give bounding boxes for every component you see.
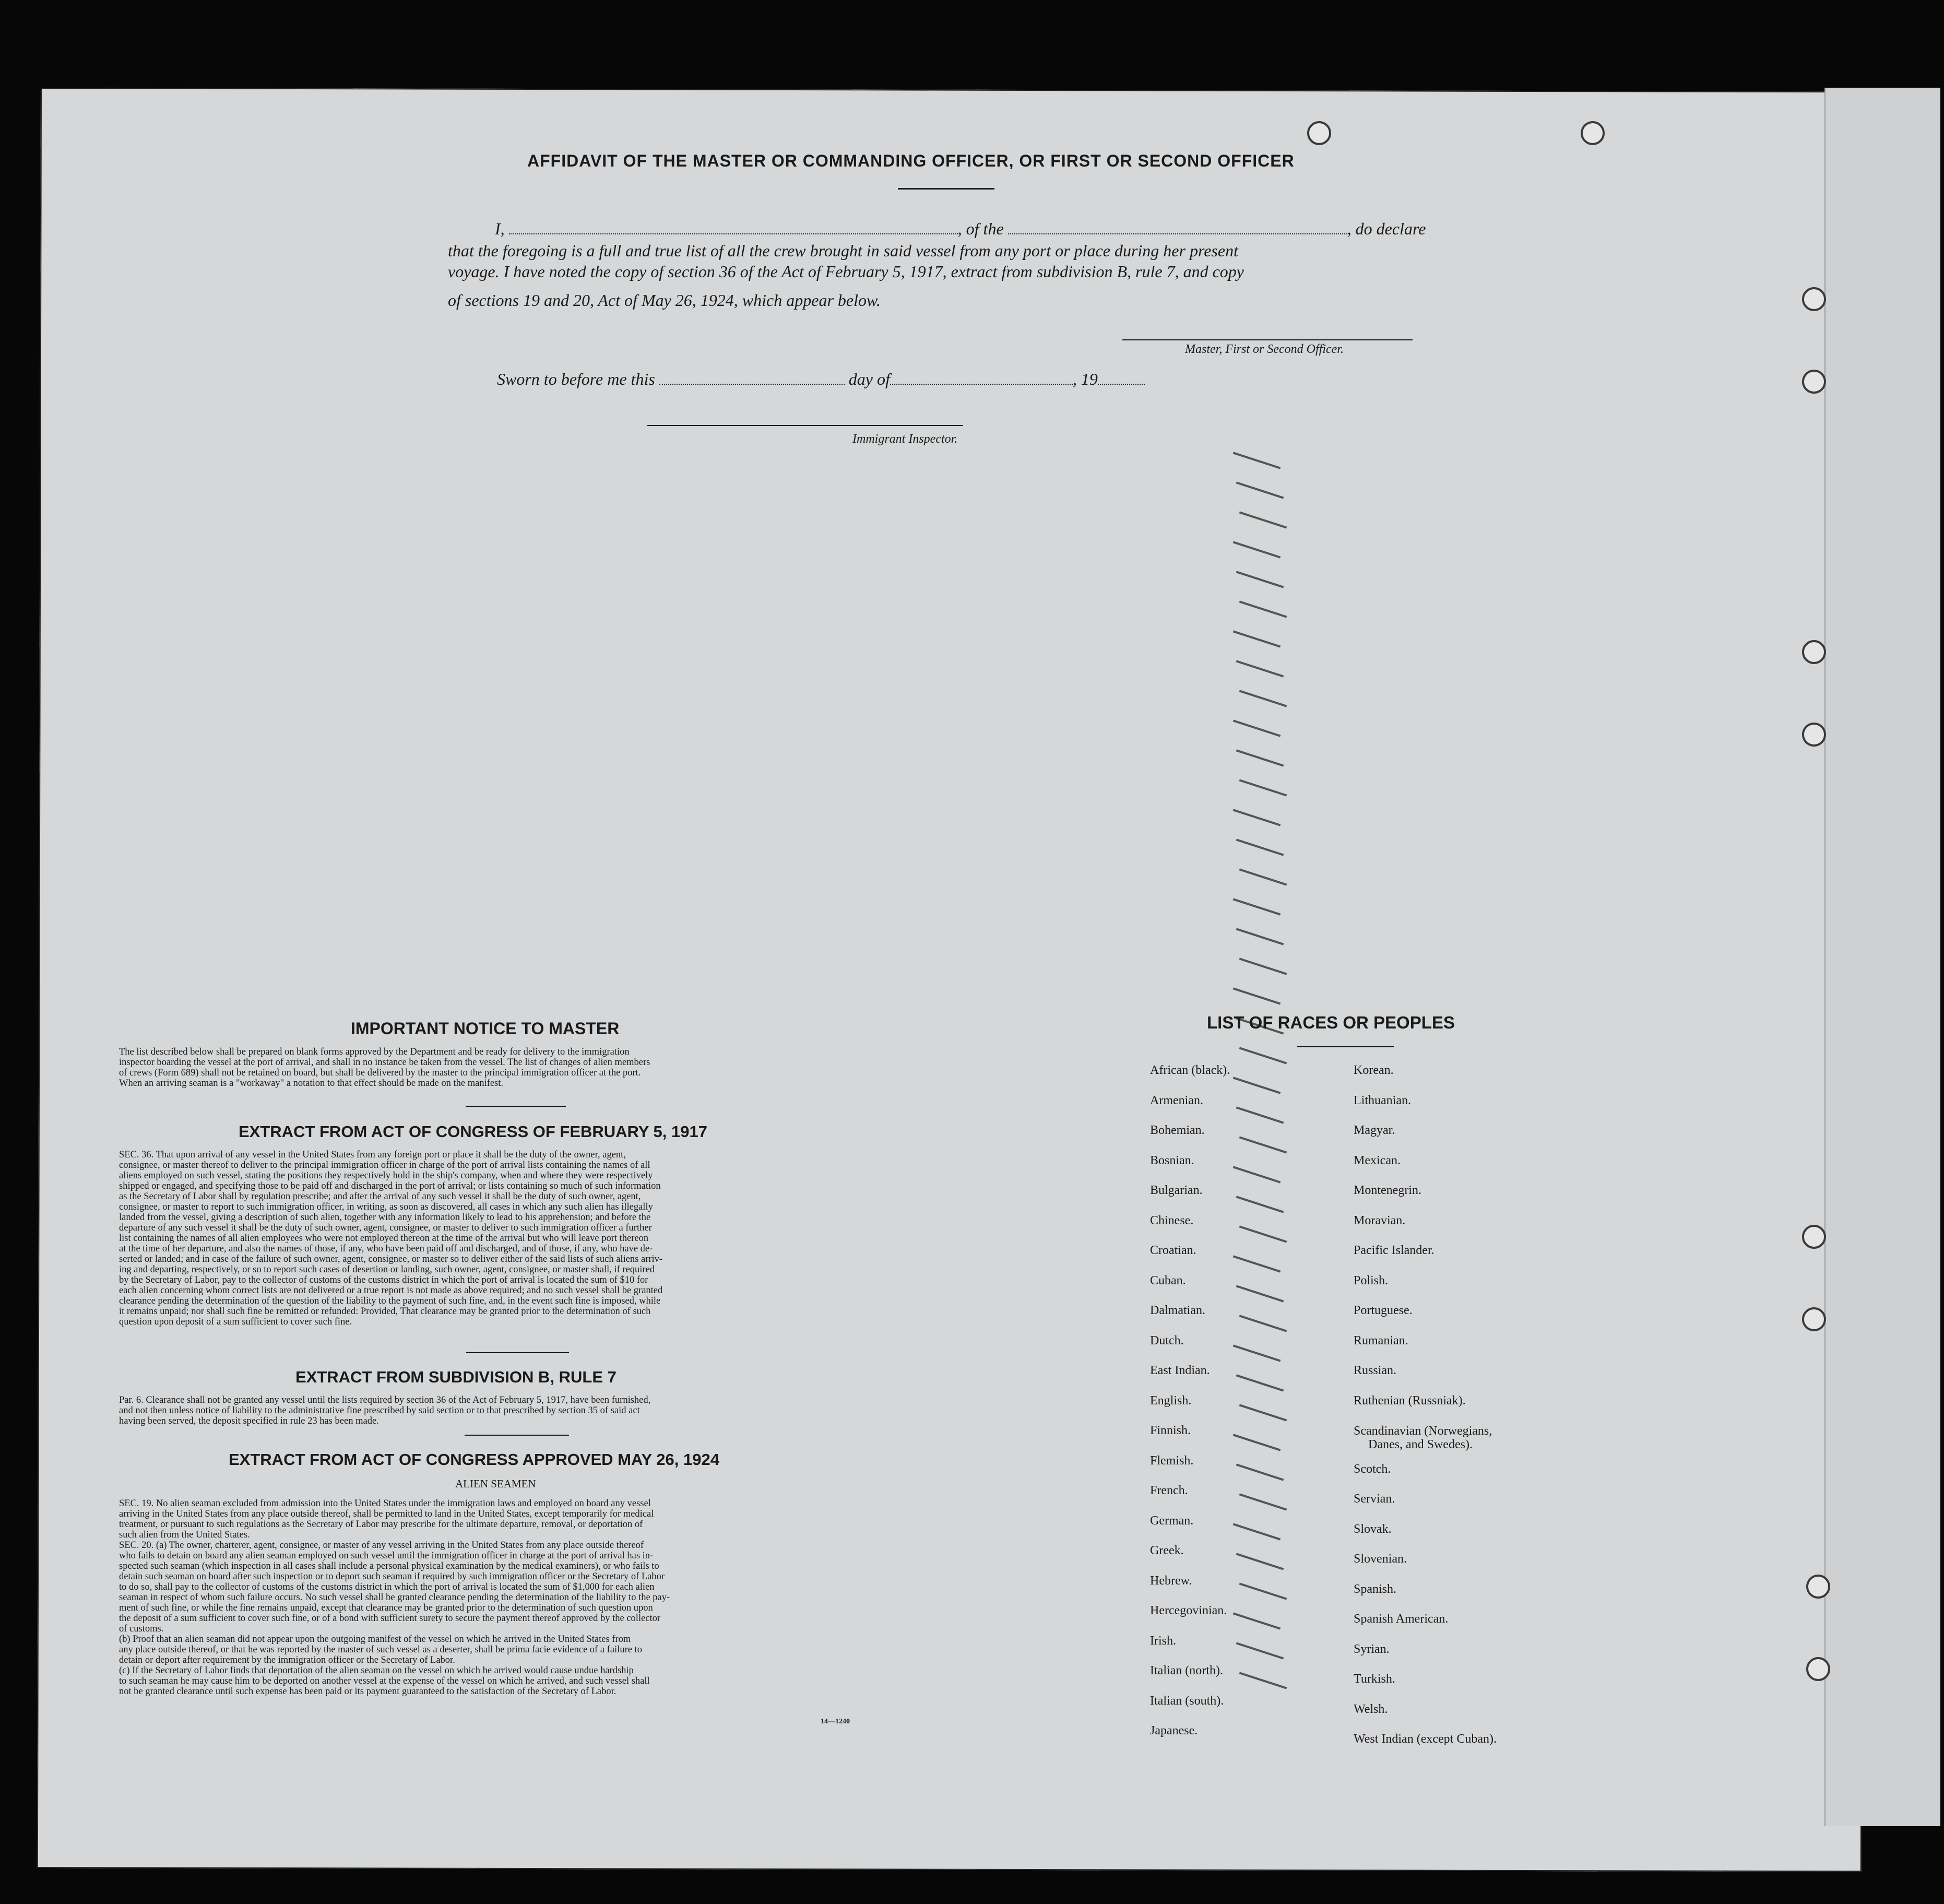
notice-line: inspector boarding the vessel at the port of arrival, and shall in no instance be taken from the vessel. The list of changes of alien members xyxy=(119,1057,650,1068)
race-item: Slovenian. xyxy=(1354,1552,1407,1566)
race-item: Mexican. xyxy=(1354,1153,1401,1167)
extract-1917-line: it remains unpaid; nor shall such fine be remitted or refunded: Provided, That clearance may be granted prior to the determination of such xyxy=(119,1306,651,1317)
rule7-line: Par. 6. Clearance shall not be granted any vessel until the lists required by section 36 of the Act of February 5, 1917, have been furnished, xyxy=(119,1395,651,1405)
race-item: Russian. xyxy=(1354,1364,1397,1377)
punch-hole xyxy=(1806,1575,1830,1599)
extract-1924-line: detain such seaman on board after such inspection or to deport such seaman if required by such immigration officer or the Secretary of Labor xyxy=(119,1571,665,1582)
race-item: Servian. xyxy=(1354,1492,1395,1506)
race-item: French. xyxy=(1150,1484,1188,1497)
race-item: Turkish. xyxy=(1354,1672,1395,1686)
of-the-label: , of the xyxy=(957,219,1004,238)
rule7-body xyxy=(119,1395,886,1426)
race-item: Polish. xyxy=(1354,1273,1389,1287)
master-signature-label: Master, First or Second Officer. xyxy=(1185,342,1344,356)
affidavit-line-1 xyxy=(495,219,1426,239)
race-item: Moravian. xyxy=(1354,1213,1406,1227)
affidavit-line-4: of sections 19 and 20, Act of May 26, 1924, which appear below. xyxy=(448,291,881,310)
rule7-title: EXTRACT FROM SUBDIVISION B, RULE 7 xyxy=(295,1368,617,1386)
punch-hole xyxy=(1802,640,1826,664)
race-item: Pacific Islander. xyxy=(1354,1244,1435,1257)
race-item: Bosnian. xyxy=(1150,1153,1194,1167)
races-divider xyxy=(1297,1046,1394,1047)
extract-1917-line: aliens employed on such vessel, stating the positions they respectively hold in the ship's company, when and where they were respectively xyxy=(119,1170,653,1181)
race-item: Montenegrin. xyxy=(1354,1184,1421,1197)
punch-hole xyxy=(1581,121,1605,145)
race-item: Spanish. xyxy=(1354,1582,1397,1596)
race-item: Italian (south). xyxy=(1150,1694,1224,1708)
race-item: Magyar. xyxy=(1354,1124,1395,1137)
punch-hole xyxy=(1802,1225,1826,1249)
races-left-column xyxy=(1150,1056,1230,1746)
extract-1924-line: treatment, or pursuant to such regulations as the Secretary of Labor may prescribe for the ultimate departure, removal, or deportation of xyxy=(119,1519,643,1530)
race-item: Armenian. xyxy=(1150,1093,1203,1107)
race-item: Scotch. xyxy=(1354,1462,1391,1476)
extract-1924-line: SEC. 19. No alien seaman excluded from admission into the United States under the immigration laws and employed on board any vessel xyxy=(119,1498,651,1509)
extract-1924-line: seaman in respect of whom such failure occurs. No such vessel shall be granted clearance pending the determination of the liability to the pay- xyxy=(119,1592,670,1603)
notice-line: When an arriving seaman is a "workaway" a notation to that effect should be made on the manifest. xyxy=(119,1078,504,1089)
punch-hole xyxy=(1802,1307,1826,1331)
affidavit-line-3: voyage. I have noted the copy of section 36 of the Act of February 5, 1917, extract from subdivision B, rule 7, and copy xyxy=(448,262,1244,281)
extract-1917-line: clearance pending the determination of the question of the liability to the payment of such fine, and, in the event such fine is imposed, while xyxy=(119,1296,661,1306)
race-item: Spanish American. xyxy=(1354,1612,1449,1626)
extract-1917-line: at the time of her departure, and also the names of those, if any, who have been paid off and discharged, and of those, if any, who have de- xyxy=(119,1244,653,1254)
extract-1917-line: departure of any such vessel it shall be the duty of such owner, agent, consignee, or master to deliver to such immigration officer a further xyxy=(119,1223,652,1233)
punch-hole xyxy=(1802,370,1826,394)
race-item: Dutch. xyxy=(1150,1333,1184,1347)
extract-1917-line: consignee, or master to report to such immigration officer, in writing, as soon as discovered, all cases in which any such alien has illegally xyxy=(119,1202,653,1212)
extract-1924-line: spected such seaman (which inspection in all cases shall include a personal physical examination by the medical examiners), or who fails to xyxy=(119,1561,659,1571)
extract-1924-line: ment of such fine, or while the fine remains unpaid, except that clearance may be granted prior to the determination of such question upon xyxy=(119,1603,653,1613)
notice-body xyxy=(119,1047,886,1089)
extract-1917-line: shipped or engaged, and specifying those to be paid off and discharged in the port of arrival; or lists containing so much of such information xyxy=(119,1181,661,1191)
extract-1924-body xyxy=(119,1498,886,1697)
underlying-crew-list-edge xyxy=(1824,88,1940,1826)
notice-line: of crews (Form 689) shall not be retained on board, but shall be delivered by the master to the principal immigration officer at the port. xyxy=(119,1068,641,1078)
race-item: Bohemian. xyxy=(1150,1124,1205,1137)
rule7-line: and not then unless notice of liability to the administrative fine prescribed by said section or to that prescribed by section 35 of said act xyxy=(119,1405,640,1416)
day-blank[interactable] xyxy=(659,383,845,385)
extract-1924-line: to do so, shall pay to the collector of customs of the customs district in which the port of arrival is located the sum of $1,000 for each alien xyxy=(119,1582,655,1592)
extract-1917-line: SEC. 36. That upon arrival of any vessel in the United States from any foreign port or place it shall be the duty of the owner, agent, xyxy=(119,1150,626,1160)
race-item: Hercegovinian. xyxy=(1150,1604,1227,1617)
divider xyxy=(466,1352,569,1353)
sworn-line xyxy=(497,370,1145,389)
extract-1917-line: ing and departing, respectively, or so to report such cases of desertion or landing, such owner, agent, consignee, or master shall, if required xyxy=(119,1264,655,1275)
race-item: Greek. xyxy=(1150,1544,1184,1557)
extract-1924-line: not be granted clearance until such expense has been paid or its payment guaranteed to the satisfaction of the Secretary of Labor. xyxy=(119,1686,617,1697)
race-item: West Indian (except Cuban). xyxy=(1354,1732,1497,1746)
extract-1924-line: who fails to detain on board any alien seaman employed on such vessel until the immigration officer in charge at the port of arrival has in- xyxy=(119,1551,654,1561)
race-item: Bulgarian. xyxy=(1150,1184,1203,1197)
extract-1917-line: as the Secretary of Labor shall by regulation prescribe; and after the arrival of any such vessel it shall be the duty of such owner, agent, xyxy=(119,1191,641,1202)
extract-1917-line: consignee, or master thereof to deliver to the principal immigration officer in charge of the port of arrival lists containing the names of all xyxy=(119,1160,650,1170)
extract-1924-line: detain or deport after requirement by the immigration officer or the Secretary of Labor. xyxy=(119,1655,455,1665)
extract-1924-line: of customs. xyxy=(119,1624,164,1634)
race-item: East Indian. xyxy=(1150,1364,1210,1377)
extract-1924-line: (b) Proof that an alien seaman did not appear upon the outgoing manifest of the vessel on which he arrived in the United States from xyxy=(119,1634,631,1645)
do-declare-label: , do declare xyxy=(1347,219,1426,238)
extract-1924-line: (c) If the Secretary of Labor finds that deportation of the alien seaman on the vessel on which he arrived would cause undue hardship xyxy=(119,1665,634,1676)
extract-1917-title: EXTRACT FROM ACT OF CONGRESS OF FEBRUARY 5, 1917 xyxy=(239,1122,707,1141)
rule7-line: having been served, the deposit specified in rule 23 has been made. xyxy=(119,1416,379,1426)
punch-hole xyxy=(1806,1657,1830,1681)
title-divider xyxy=(898,188,994,190)
race-item: Croatian. xyxy=(1150,1244,1196,1257)
extract-1924-title: EXTRACT FROM ACT OF CONGRESS APPROVED MAY 26, 1924 xyxy=(229,1450,719,1469)
divider xyxy=(465,1435,569,1436)
extract-1924-line: such alien from the United States. xyxy=(119,1530,250,1540)
race-item: Lithuanian. xyxy=(1354,1093,1411,1107)
sworn-label: Sworn to before me this xyxy=(497,370,655,388)
race-item: Korean. xyxy=(1354,1063,1394,1077)
vessel-blank[interactable] xyxy=(1008,233,1347,234)
race-item: Slovak. xyxy=(1354,1522,1392,1536)
race-item-continuation: Danes, and Swedes). xyxy=(1368,1438,1473,1451)
master-signature-line[interactable] xyxy=(1122,339,1413,340)
extract-1924-line: arriving in the United States from any place outside thereof, shall be permitted to land in the United States, except temporarily for medical xyxy=(119,1509,654,1519)
affidavit-line-2: that the foregoing is a full and true list of all the crew brought in said vessel from any port or place during her present xyxy=(448,241,1238,260)
extract-1924-line: to such seaman he may cause him to be deported on another vessel at the expense of the vessel on which he arrived, and such vessel shall xyxy=(119,1676,650,1686)
i-label: I, xyxy=(495,219,505,238)
inspector-signature-label: Immigrant Inspector. xyxy=(852,432,958,446)
race-item: German. xyxy=(1150,1513,1194,1528)
form-number: 14—1240 xyxy=(821,1718,850,1725)
day-of-label: day of xyxy=(848,370,890,388)
race-item: English. xyxy=(1150,1393,1192,1408)
races-title: LIST OF RACES OR PEOPLES xyxy=(1207,1013,1455,1032)
inspector-signature-line[interactable] xyxy=(647,425,963,426)
punch-hole xyxy=(1307,121,1331,145)
race-item: Dalmatian. xyxy=(1150,1304,1205,1317)
extract-1917-line: serted or landed; and in case of the failure of such owner, agent, consignee, or master so to deliver either of the said lists of such aliens arriv- xyxy=(119,1254,663,1264)
affidavit-title: AFFIDAVIT OF THE MASTER OR COMMANDING OFFICER, OR FIRST OR SECOND OFFICER xyxy=(527,151,1295,170)
extract-1917-line: list containing the names of all alien employees who were not employed thereon at the time of the arrival but who will leave port thereon xyxy=(119,1233,649,1244)
extract-1917-body xyxy=(119,1150,886,1327)
month-blank[interactable] xyxy=(890,383,1073,385)
extract-1924-line: SEC. 20. (a) The owner, charterer, agent, consignee, or master of any vessel arriving in the United States from any place outside thereof xyxy=(119,1540,644,1551)
race-item: Japanese. xyxy=(1150,1724,1198,1737)
punch-hole xyxy=(1802,723,1826,747)
name-blank[interactable] xyxy=(509,233,958,234)
race-item: Finnish. xyxy=(1150,1424,1191,1437)
notice-line: The list described below shall be prepared on blank forms approved by the Department and be ready for delivery to the immigration xyxy=(119,1047,630,1057)
race-item: Flemish. xyxy=(1150,1453,1194,1468)
races-right-column xyxy=(1354,1056,1497,1755)
race-item: Rumanian. xyxy=(1354,1333,1408,1347)
extract-1917-line: each alien concerning whom correct lists are not delivered or a true report is not made as above required; and no such vessel shall be granted xyxy=(119,1285,663,1296)
notice-title: IMPORTANT NOTICE TO MASTER xyxy=(351,1019,620,1038)
race-item: Italian (north). xyxy=(1150,1664,1223,1677)
race-item: Ruthenian (Russniak). xyxy=(1354,1393,1466,1408)
extract-1917-line: question upon deposit of a sum sufficient to cover such fine. xyxy=(119,1317,352,1327)
race-item: Hebrew. xyxy=(1150,1574,1192,1588)
race-item: Chinese. xyxy=(1150,1213,1194,1227)
year-label: , 19 xyxy=(1072,370,1098,388)
race-item: Portuguese. xyxy=(1354,1304,1413,1317)
race-item: Scandinavian (Norwegians, Danes, and Swedes). xyxy=(1354,1416,1497,1454)
extract-1924-line: any place outside thereof, or that he was reported by the master of such vessel as a deserter, shall be prima facie evidence of a failure to xyxy=(119,1645,642,1655)
race-item: Syrian. xyxy=(1354,1642,1390,1656)
alien-seamen-subtitle: ALIEN SEAMEN xyxy=(455,1477,536,1490)
punch-hole xyxy=(1802,287,1826,311)
extract-1924-line: the deposit of a sum sufficient to cover such fine, or of a bond with sufficient surety to secure the payment thereof approved by the collector xyxy=(119,1613,661,1624)
race-item: Cuban. xyxy=(1150,1273,1186,1287)
race-item: Irish. xyxy=(1150,1634,1176,1648)
race-item: African (black). xyxy=(1150,1063,1230,1077)
extract-1917-line: by the Secretary of Labor, pay to the collector of customs of the customs district in which the port of arrival is located the sum of $10 for xyxy=(119,1275,648,1285)
divider xyxy=(466,1106,566,1107)
extract-1917-line: landed from the vessel, giving a description of such alien, together with any information likely to lead to his apprehension; and before the xyxy=(119,1212,651,1223)
race-item: Welsh. xyxy=(1354,1702,1388,1716)
year-blank[interactable] xyxy=(1098,383,1145,385)
